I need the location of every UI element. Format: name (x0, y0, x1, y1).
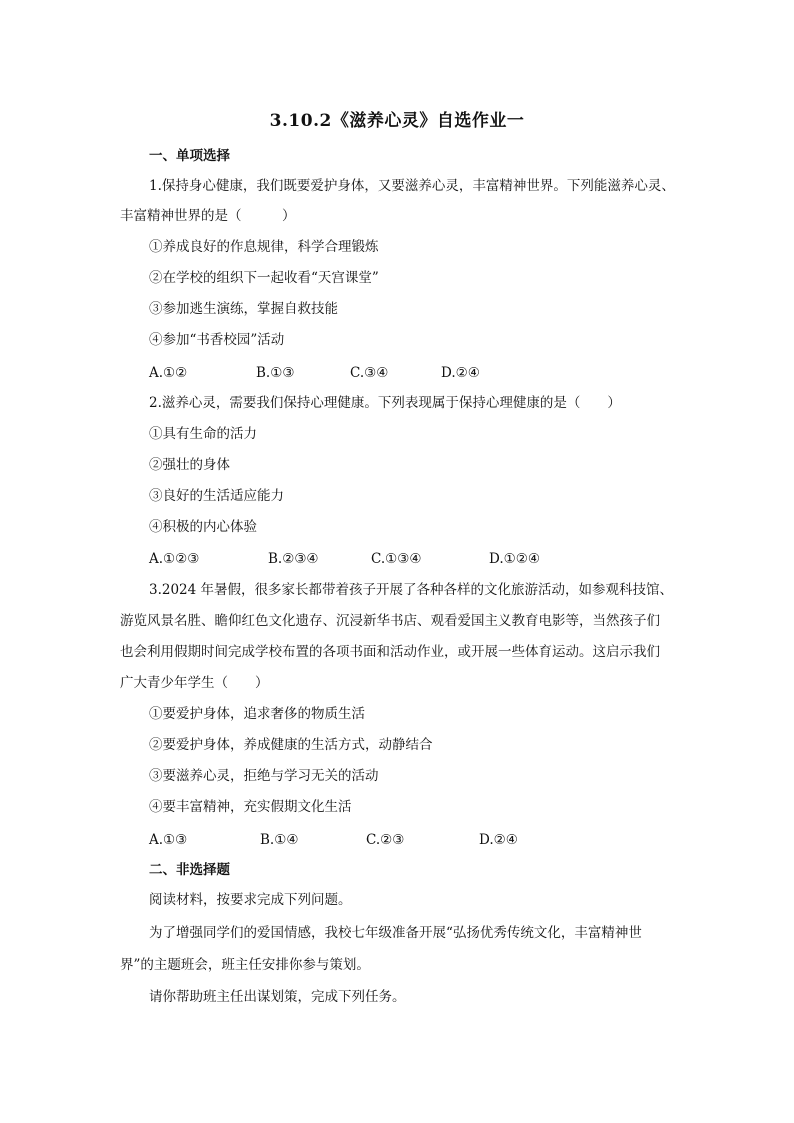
question-1-option-c: C.③④ (350, 365, 389, 381)
question-1-option-a: A.①② (149, 365, 188, 381)
question-3-text-line-1: 3.2024 年暑假，很多家长都带着孩子开展了各种各样的文化旅游活动，如参观科技馆、 (149, 582, 674, 598)
question-2-item-2: ②强壮的身体 (149, 457, 230, 473)
question-2-item-4: ④积极的内心体验 (149, 519, 257, 535)
question-3-option-a: A.①③ (149, 832, 188, 848)
question-1-item-4: ④参加“书香校园”活动 (149, 332, 285, 348)
question-3-option-d: D.②④ (479, 832, 518, 848)
question-3-text-line-4: 广大青少年学生（ ） (120, 675, 269, 691)
question-2-option-d: D.①②④ (489, 551, 540, 567)
question-3-option-c: C.②③ (366, 832, 405, 848)
question-3-text-line-3: 也会利用假期时间完成学校布置的各项书面和活动作业，或开展一些体育运动。这启示我们 (120, 644, 660, 660)
question-2-option-a: A.①②③ (149, 551, 200, 567)
question-3-option-b: B.①④ (260, 832, 299, 848)
section-heading-single-choice: 一、单项选择 (149, 148, 230, 164)
question-1-item-3: ③参加逃生演练，掌握自救技能 (149, 301, 338, 317)
question-3-item-4: ④要丰富精神，充实假期文化生活 (149, 799, 352, 815)
section-2-paragraph-3: 请你帮助班主任出谋划策，完成下列任务。 (149, 989, 406, 1005)
question-3-text-line-2: 游览风景名胜、瞻仰红色文化遗存、沉浸新华书店、观看爱国主义教育电影等，当然孩子们 (120, 613, 660, 629)
section-2-paragraph-1: 阅读材料，按要求完成下列问题。 (149, 892, 352, 908)
question-3-item-1: ①要爱护身体，追求奢侈的物质生活 (149, 706, 365, 722)
question-3-item-2: ②要爱护身体，养成健康的生活方式，动静结合 (149, 737, 433, 753)
question-1-option-b: B.①③ (256, 365, 295, 381)
question-3-item-3: ③要滋养心灵，拒绝与学习无关的活动 (149, 768, 379, 784)
question-2-item-3: ③良好的生活适应能力 (149, 488, 284, 504)
document-title: 3.10.2《滋养心灵》自选作业一 (269, 111, 525, 131)
question-2-text-line-1: 2.滋养心灵，需要我们保持心理健康。下列表现属于保持心理健康的是（ ） (149, 395, 621, 411)
question-1-option-d: D.②④ (441, 365, 480, 381)
question-2-option-c: C.①③④ (371, 551, 422, 567)
question-1-text-line-2: 丰富精神世界的是（ ） (120, 208, 296, 224)
question-1-text-line-1: 1.保持身心健康，我们既要爱护身体，又要滋养心灵，丰富精神世界。下列能滋养心灵、 (149, 178, 675, 194)
section-2-paragraph-2-line-2: 界”的主题班会，班主任安排你参与策划。 (120, 957, 370, 973)
question-2-item-1: ①具有生命的活力 (149, 426, 257, 442)
question-2-option-b: B.②③④ (268, 551, 319, 567)
question-1-item-1: ①养成良好的作息规律，科学合理锻炼 (149, 239, 379, 255)
section-2-paragraph-2-line-1: 为了增强同学们的爱国情感，我校七年级准备开展“弘扬优秀传统文化，丰富精神世 (149, 925, 642, 941)
section-heading-non-choice: 二、非选择题 (149, 862, 230, 878)
question-1-item-2: ②在学校的组织下一起收看“天宫课堂” (149, 270, 379, 286)
